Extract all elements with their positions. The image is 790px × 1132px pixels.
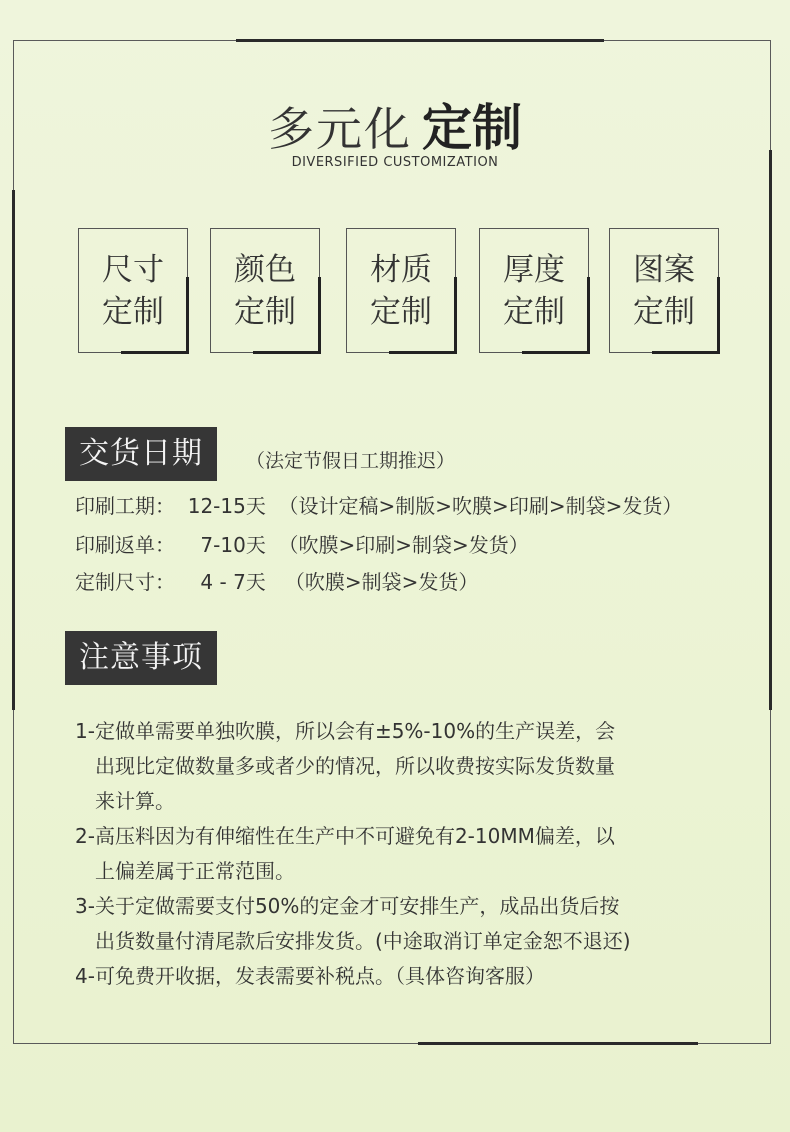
title-bold: 定制 — [422, 99, 522, 157]
delivery-line-custom: 定制尺寸： 4 - 7天 （吹膜>制袋>发货） — [75, 570, 479, 594]
note-item-1 — [75, 714, 631, 819]
title-light: 多元化 — [268, 102, 412, 156]
frame-accent-right — [769, 150, 772, 710]
option-size-line2: 定制 — [102, 294, 164, 330]
page-title — [0, 88, 790, 160]
option-pattern-line2: 定制 — [633, 294, 695, 330]
delivery-note: （法定节假日工期推迟） — [246, 450, 456, 472]
notes-heading: 注意事项 — [65, 631, 217, 685]
note-2-line-2: 上偏差属于正常范围。 — [95, 859, 295, 883]
delivery-line-reorder: 印刷返单： 7-10天 （吹膜>印刷>制袋>发货） — [75, 533, 529, 557]
note-item-2 — [75, 819, 631, 889]
option-pattern-line1: 图案 — [633, 252, 695, 288]
option-thickness-line2: 定制 — [503, 294, 565, 330]
frame-accent-left — [12, 190, 15, 710]
frame-accent-bottom — [418, 1042, 698, 1045]
delivery-line-print: 印刷工期： 12-15天 （设计定稿>制版>吹膜>印刷>制袋>发货） — [75, 494, 683, 518]
option-color-line1: 颜色 — [234, 252, 296, 288]
note-4-line-1: 4-可免费开收据，发表需要补税点。（具体咨询客服） — [75, 964, 545, 988]
notes-list — [75, 714, 631, 994]
page-subtitle: DIVERSIFIED CUSTOMIZATION — [291, 155, 499, 170]
option-material-line1: 材质 — [370, 252, 432, 288]
frame-accent-top — [236, 39, 604, 42]
delivery-heading: 交货日期 — [65, 427, 217, 481]
option-material-line2: 定制 — [370, 294, 432, 330]
option-thickness-line1: 厚度 — [503, 252, 565, 288]
option-size-line1: 尺寸 — [102, 252, 164, 288]
option-pattern — [609, 228, 719, 353]
note-1-line-1: 1-定做单需要单独吹膜，所以会有±5%-10%的生产误差，会 — [75, 719, 616, 743]
option-size — [78, 228, 188, 353]
option-material — [346, 228, 456, 353]
note-item-3 — [75, 889, 631, 959]
note-2-line-1: 2-高压料因为有伸缩性在生产中不可避免有2-10MM偏差，以 — [75, 824, 615, 848]
note-1-line-2: 出现比定做数量多或者少的情况，所以收费按实际发货数量 — [95, 754, 615, 778]
note-item-4 — [75, 959, 631, 994]
option-thickness — [479, 228, 589, 353]
note-1-line-3: 来计算。 — [95, 789, 175, 813]
note-3-line-2: 出货数量付清尾款后安排发货。(中途取消订单定金恕不退还) — [95, 929, 631, 953]
option-color — [210, 228, 320, 353]
option-color-line2: 定制 — [234, 294, 296, 330]
note-3-line-1: 3-关于定做需要支付50%的定金才可安排生产，成品出货后按 — [75, 894, 620, 918]
